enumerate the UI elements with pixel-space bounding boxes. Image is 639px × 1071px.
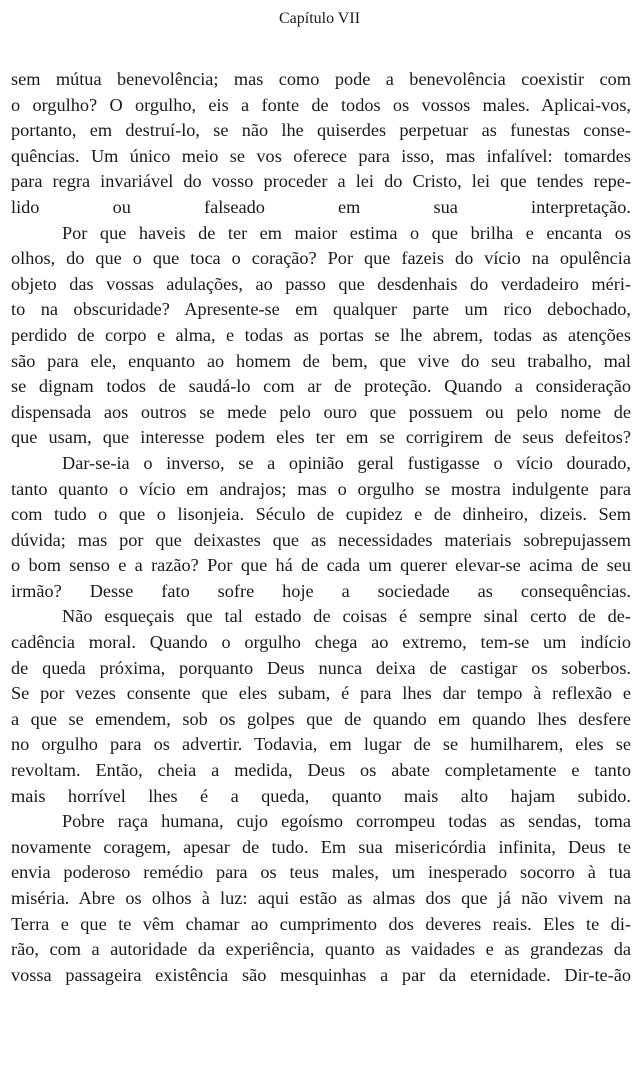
text-line: irmão? Desse fato sofre hoje a sociedade as consequências. <box>11 580 631 601</box>
text-line: vossa passageira existência são mesquinhas a par da eternidade. Dir-te-ão <box>11 964 631 985</box>
text-line: quências. Um único meio se vos oferece para isso, mas infalível: tomardes <box>11 145 631 166</box>
text-line: com tudo o que o lisonjeia. Século de cupidez e de dinheiro, dizeis. Sem <box>11 504 631 525</box>
paragraph <box>11 451 631 605</box>
text-line: dúvida; mas por que deixastes que as necessidades materiais sobrepujassem <box>11 529 631 550</box>
paragraph <box>11 221 631 451</box>
paragraph <box>11 67 631 221</box>
text-line: no orgulho para os advertir. Todavia, em lugar de se humilharem, eles se <box>11 734 631 755</box>
text-line: envia poderoso remédio para os teus males, um inesperado socorro à tua <box>11 862 631 883</box>
text-line: o orgulho? O orgulho, eis a fonte de todos os vossos males. Aplicai-vos, <box>11 94 631 115</box>
text-line: lido ou falseado em sua interpretação. <box>11 196 631 217</box>
text-line: de queda próxima, porquanto Deus nunca deixa de castigar os soberbos. <box>11 657 631 678</box>
text-line: cadência moral. Quando o orgulho chega ao extremo, tem-se um indício <box>11 632 631 653</box>
text-line: se dignam todos de saudá-lo com ar de proteção. Quando a consideração <box>11 376 631 397</box>
paragraph <box>11 604 631 809</box>
text-line: sem mútua benevolência; mas como pode a benevolência coexistir com <box>11 69 631 89</box>
text-line: para regra invariável do vosso proceder a lei do Cristo, lei que tendes repe- <box>11 171 631 192</box>
text-line: objeto das vossas adulações, ao passo que desdenhais do verdadeiro méri- <box>11 273 631 294</box>
text-line: tanto quanto o vício em andrajos; mas o orgulho se mostra indulgente para <box>11 478 631 499</box>
text-line: Por que haveis de ter em maior estima o que brilha e encanta os <box>62 222 631 243</box>
paragraph <box>11 809 631 988</box>
text-line: que usam, que interesse podem eles ter em se corrigirem de seus defeitos? <box>11 427 631 448</box>
text-line: Terra e que te vêm chamar ao cumprimento dos deveres reais. Eles te di- <box>11 913 631 934</box>
text-line: são para ele, enquanto ao homem de bem, que vive do seu trabalho, mal <box>11 350 631 371</box>
text-line: Se por vezes consente que eles subam, é para lhes dar tempo à reflexão e <box>11 683 631 704</box>
text-line: Pobre raça humana, cujo egoísmo corrompeu todas as sendas, toma <box>62 811 631 832</box>
text-line: olhos, do que o que toca o coração? Por que fazeis do vício na opulência <box>11 248 631 269</box>
text-line: novamente coragem, apesar de tudo. Em sua misericórdia infinita, Deus te <box>11 836 631 857</box>
text-line: Dar-se-ia o inverso, se a opinião geral fustigasse o vício dourado, <box>62 452 631 473</box>
text-line: perdido de corpo e alma, e todas as portas se lhe abrem, todas as atenções <box>11 324 631 345</box>
text-line: portanto, em destruí-lo, se não lhe quiserdes perpetuar as funestas conse- <box>11 120 631 141</box>
page-body <box>11 67 631 988</box>
text-line: dispensada aos outros se mede pelo ouro que possuem ou pelo nome de <box>11 401 631 422</box>
text-line: miséria. Abre os olhos à luz: aqui estão as almas dos que já não vivem na <box>11 888 631 908</box>
text-line: a que se emendem, sob os golpes que de quando em quando lhes desfere <box>11 708 631 729</box>
running-header: Capítulo VII <box>278 10 361 27</box>
text-line: Não esqueçais que tal estado de coisas é sempre sinal certo de de- <box>62 606 631 627</box>
text-line: to na obscuridade? Apresente-se em qualquer parte um rico debochado, <box>11 299 631 320</box>
text-line: revoltam. Então, cheia a medida, Deus os abate completamente e tanto <box>11 760 631 781</box>
text-line: mais horrível lhes é a queda, quanto mais alto hajam subido. <box>11 785 631 806</box>
text-line: rão, com a autoridade da experiência, quanto as vaidades e as grandezas da <box>11 939 631 960</box>
text-line: o bom senso e a razão? Por que há de cada um querer elevar-se acima de seu <box>11 555 631 576</box>
